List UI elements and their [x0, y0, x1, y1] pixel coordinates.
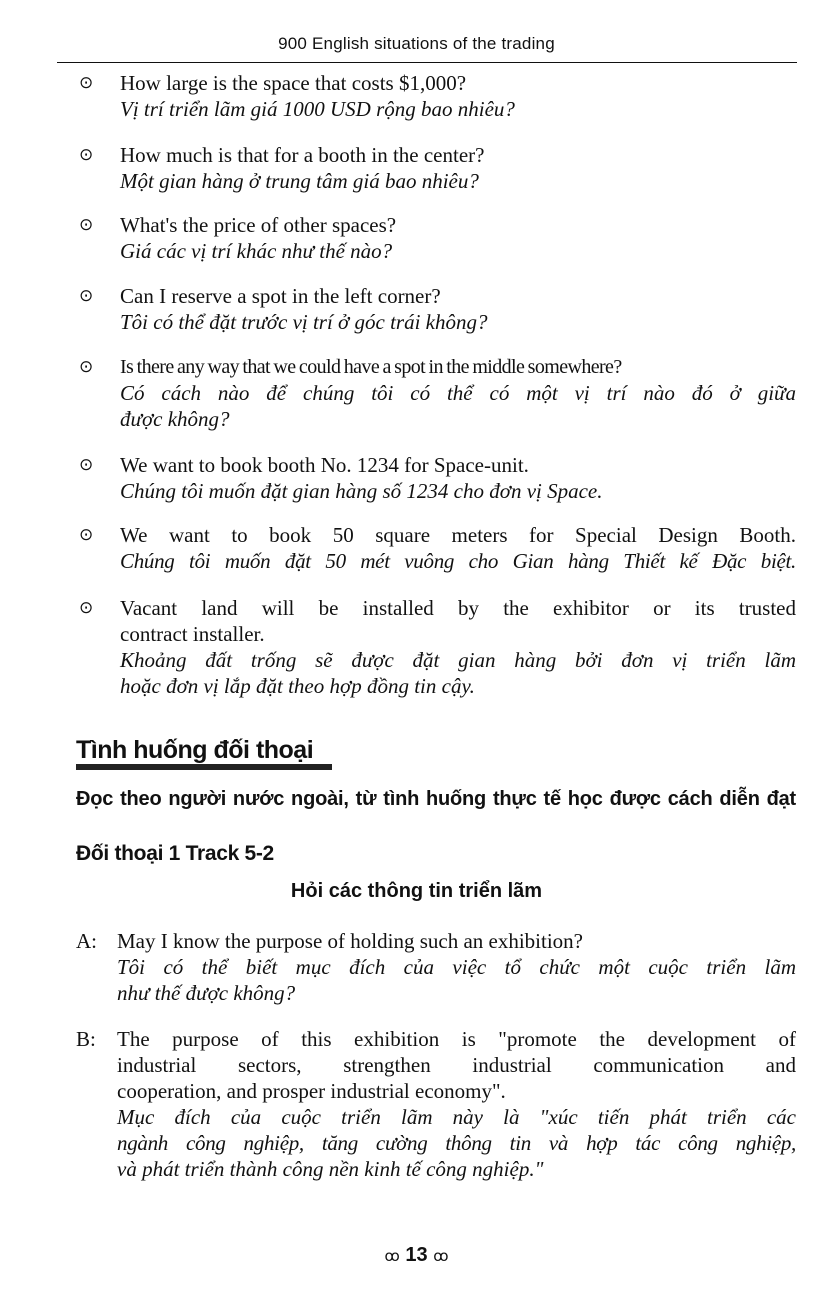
phrase-item — [120, 354, 796, 432]
bullet-icon: ⊙ — [79, 215, 94, 235]
phrase-vietnamese: Một gian hàng ở trung tâm giá bao nhiêu? — [120, 169, 479, 193]
phrase-english: We want to book 50 square meters for Special Design Booth. — [120, 523, 796, 547]
phrase-english: How large is the space that costs $1,000? — [120, 71, 467, 95]
turn-vietnamese: Mục đích của cuộc triển lãm này là "xúc tiến phát triển các — [117, 1105, 796, 1129]
phrase-vietnamese: Khoảng đất trống sẽ được đặt gian hàng bởi đơn vị triển lãm — [120, 648, 796, 672]
section-intro: Đọc theo người nước ngoài, từ tình huống thực tế học được cách diễn đạt — [76, 788, 796, 810]
page-number-footer — [0, 1244, 833, 1267]
bullet-icon: ⊙ — [79, 357, 94, 377]
dialogue-label: Đối thoại 1 Track 5-2 — [76, 842, 274, 865]
section-underline-bar — [76, 764, 332, 770]
phrase-english: Vacant land will be installed by the exhibitor or its trusted — [120, 596, 796, 620]
phrase-english: Is there any way that we could have a spot in the middle somewhere? — [120, 356, 622, 378]
dialogue-turn — [117, 928, 796, 1006]
ornament-right-icon: ꝏ — [433, 1247, 449, 1265]
phrase-english: What's the price of other spaces? — [120, 213, 397, 237]
turn-english: The purpose of this exhibition is "promote the development of — [117, 1027, 796, 1051]
turn-english: May I know the purpose of holding such an exhibition? — [117, 929, 583, 953]
bullet-icon: ⊙ — [79, 145, 94, 165]
phrase-english: Can I reserve a spot in the left corner? — [120, 284, 441, 308]
bullet-icon: ⊙ — [79, 73, 94, 93]
phrase-vietnamese-cont: hoặc đơn vị lắp đặt theo hợp đồng tin cậy. — [120, 674, 475, 698]
phrase-item — [120, 595, 796, 699]
phrase-item — [120, 283, 796, 335]
phrase-item — [120, 70, 796, 122]
turn-vietnamese-cont: và phát triển thành công nền kinh tế công nghiệp." — [117, 1157, 544, 1181]
page-number: 13 — [405, 1244, 428, 1266]
phrase-vietnamese: Vị trí triển lãm giá 1000 USD rộng bao nhiêu? — [120, 97, 515, 121]
bullet-icon: ⊙ — [79, 598, 94, 618]
bullet-icon: ⊙ — [79, 525, 94, 545]
phrase-english-cont: contract installer. — [120, 622, 265, 646]
phrase-vietnamese: Giá các vị trí khác như thế nào? — [120, 239, 393, 263]
phrase-vietnamese: Chúng tôi muốn đặt 50 mét vuông cho Gian hàng Thiết kế Đặc biệt. — [120, 549, 796, 573]
turn-vietnamese: Tôi có thể biết mục đích của việc tổ chức một cuộc triển lãm — [117, 955, 796, 979]
section-title: Tình huống đối thoại — [76, 736, 314, 764]
ornament-left-icon: ꝏ — [384, 1247, 400, 1265]
phrase-item — [120, 212, 796, 264]
phrase-item — [120, 142, 796, 194]
bullet-icon: ⊙ — [79, 455, 94, 475]
phrase-item — [120, 522, 796, 574]
phrase-vietnamese-cont: được không? — [120, 407, 230, 431]
phrase-vietnamese: Chúng tôi muốn đặt gian hàng số 1234 cho đơn vị Space. — [120, 479, 603, 503]
phrase-vietnamese: Có cách nào để chúng tôi có thể có một vị trí nào đó ở giữa — [120, 381, 796, 405]
bullet-icon: ⊙ — [79, 286, 94, 306]
turn-english-cont: cooperation, and prosper industrial economy". — [117, 1079, 506, 1103]
speaker-label: B: — [76, 1027, 96, 1051]
turn-vietnamese-cont: như thế được không? — [117, 981, 296, 1005]
turn-vietnamese-cont: ngành công nghiệp, tăng cường thông tin và hợp tác công nghiệp, — [117, 1131, 796, 1155]
phrase-english: We want to book booth No. 1234 for Space-unit. — [120, 453, 529, 477]
dialogue-turn — [117, 1026, 796, 1182]
phrase-vietnamese: Tôi có thể đặt trước vị trí ở góc trái không? — [120, 310, 488, 334]
phrase-item — [120, 452, 796, 504]
dialogue-subtitle: Hỏi các thông tin triển lãm — [290, 880, 543, 902]
phrase-english: How much is that for a booth in the center? — [120, 143, 485, 167]
turn-english-cont: industrial sectors, strengthen industrial communication and — [117, 1053, 796, 1077]
header-rule — [57, 62, 797, 63]
speaker-label: A: — [76, 929, 97, 953]
running-header: 900 English situations of the trading — [278, 34, 555, 53]
